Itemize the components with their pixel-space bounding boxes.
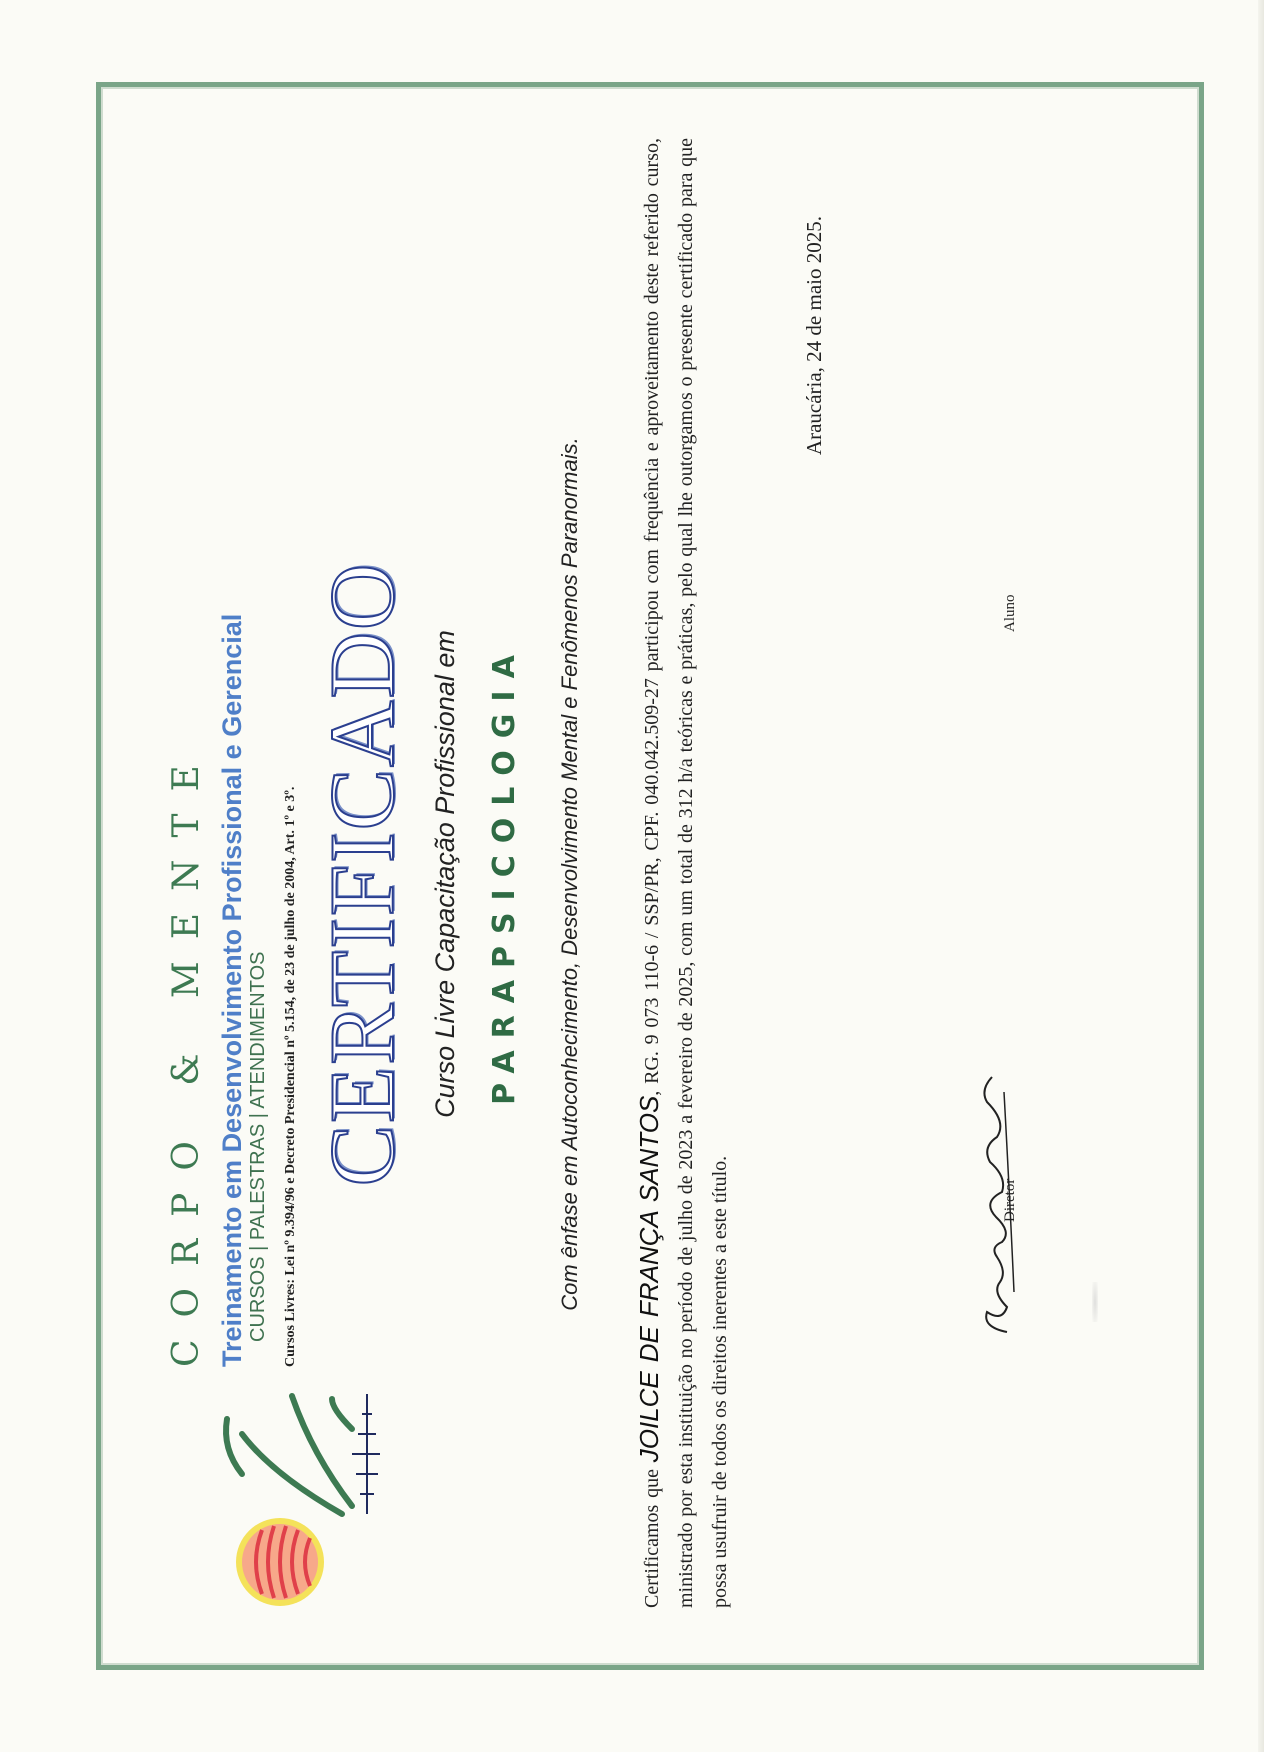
course-line: Curso Livre Capacitação Profissional em — [430, 630, 460, 1118]
certificate — [112, 96, 1188, 1652]
brand-services: CURSOS | PALESTRAS | ATENDIMENTOS — [247, 951, 269, 1342]
body-prefix: Certificamos que — [641, 1462, 663, 1608]
student-name: JOILCE DE FRANÇA SANTOS — [634, 1095, 664, 1463]
director-role: Diretor — [1002, 1178, 1018, 1222]
scan-smudge — [1092, 1282, 1098, 1322]
certificate-body — [632, 138, 737, 1608]
director-signature — [952, 1052, 1032, 1352]
scan-edge — [1258, 0, 1264, 1752]
place-date: Araucária, 24 de maio 2025. — [802, 216, 826, 456]
brand-block — [167, 307, 299, 1367]
course-emphasis: Com ênfase em Autoconhecimento, Desenvolvimento Mental e Fenômenos Paranormais. — [557, 437, 582, 1311]
certificate-title: CERTIFICADO — [311, 561, 413, 1187]
body-rest: , RG. 9 073 110-6 / SSP/PR, CPF. 040.042.509-27 participou com frequência e aproveitamento deste referido curso, ministrado por esta instituição no período de julho de 2023 a fevereiro de 2025, com um total de 312 h/a teóricas e práticas, pelo qual lhe outorgamos o presente certificado para que possa usufruir de todos os direitos inerentes a este título. — [641, 137, 731, 1608]
legal-notice: Cursos Livres: Lei nº 9.394/96 e Decreto Presidencial nº 5.154, de 23 de julho de 2004, Art. 1º e 3º. — [283, 786, 298, 1367]
brand-subtitle: Treinamento em Desenvolvimento Profissional e Gerencial — [217, 613, 247, 1367]
brand-title: CORPO & MENTE — [166, 743, 207, 1367]
student-signature-label: Aluno — [1002, 594, 1018, 632]
course-name: PARAPSICOLOGIA — [487, 643, 522, 1105]
